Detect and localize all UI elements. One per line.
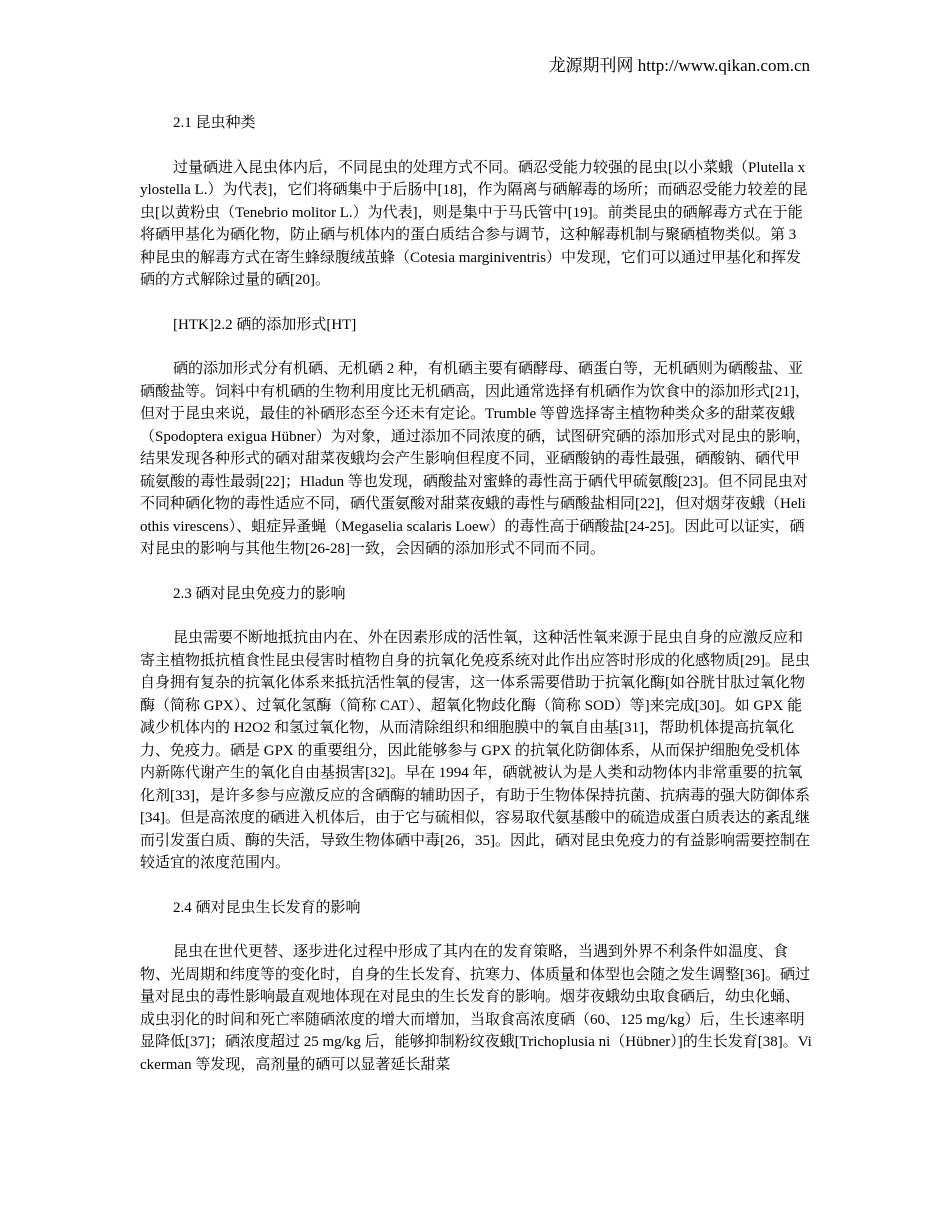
section-2-4	[140, 897, 812, 1077]
section-heading: 2.3 硒对昆虫免疫力的影响	[173, 585, 346, 602]
article-body	[140, 112, 812, 1076]
section-paragraph: 硒的添加形式分有机硒、无机硒 2 种，有机硒主要有硒酵母、硒蛋白等，无机硒则为硒酸盐、亚硒酸盐等。饲料中有机硒的生物利用度比无机硒高，因此通常选择有机硒作为饮食中的添加形式[21]，但对于昆虫来说，最佳的补硒形态至今还未有定论。Trumble 等曾选择寄主植物种类众多的甜菜夜蛾（Spodoptera exigua Hübner）为对象，通过添加不同浓度的硒，试图研究硒的添加形式对昆虫的影响，结果发现各种形式的硒对甜菜夜蛾均会产生影响但程度不同，亚硒酸钠的毒性最强，硒酸钠、硒代甲硫氨酸的毒性最弱[22]；Hladun 等也发现，硒酸盐对蜜蜂的毒性高于硒代甲硫氨酸[23]。但不同昆虫对不同种硒化物的毒性适应不同，硒代蛋氨酸对甜菜夜蛾的毒性与硒酸盐相同[22]，但对烟芽夜蛾（Heliothis virescens）、蛆症异蚤蝇（Megaselia scalaris Loew）的毒性高于硒酸盐[24-25]。因此可以证实，硒对昆虫的影响与其他生物[26-28]一致，会因硒的添加形式不同而不同。	[140, 361, 811, 557]
section-2-3	[140, 583, 812, 897]
section-heading: 2.1 昆虫种类	[173, 115, 256, 131]
section-paragraph: 昆虫在世代更替、逐步进化过程中形成了其内在的发育策略，当遇到外界不利条件如温度、食物、光周期和纬度等的变化时，自身的生长发育、抗寒力、体质量和体型也会随之发生调整[36]。硒过量对昆虫的毒性影响最直观地体现在对昆虫的生长发育的影响。烟芽夜蛾幼虫取食硒后，幼虫化蛹、成虫羽化的时间和死亡率随硒浓度的增大而增加，当取食高浓度硒（60、125 mg/kg）后，生长速率明显降低[37]；硒浓度超过 25 mg/kg 后，能够抑制粉纹夜蛾[Trichoplusia ni（Hübner）]的生长发育[38]。Vickerman 等发现，高剂量的硒可以显著延长甜菜	[140, 944, 812, 1073]
section-paragraph: 过量硒进入昆虫体内后，不同昆虫的处理方式不同。硒忍受能力较强的昆虫[以小菜蛾（Plutella xylostella L.）为代表]，它们将硒集中于后肠中[18]，作为隔离与硒解毒的场所；而硒忍受能力较差的昆虫[以黄粉虫（Tenebrio molitor L.）为代表]，则是集中于马氏管中[19]。前类昆虫的硒解毒方式在于能将硒甲基化为硒化物，防止硒与机体内的蛋白质结合参与调节，这种解毒机制与聚硒植物类似。第 3 种昆虫的解毒方式在寄生蜂绿腹绒茧蜂（Cotesia marginiventris）中发现，它们可以通过甲基化和挥发硒的方式解除过量的硒[20]。	[140, 159, 808, 288]
section-paragraph: 昆虫需要不断地抵抗由内在、外在因素形成的活性氧，这种活性氧来源于昆虫自身的应激反应和寄主植物抵抗植食性昆虫侵害时植物自身的抗氧化免疫系统对此作出应答时形成的化感物质[29]。昆虫自身拥有复杂的抗氧化体系来抵抗活性氧的侵害，这一体系需要借助于抗氧化酶[如谷胱甘肽过氧化物酶（简称 GPX）、过氧化氢酶（简称 CAT）、超氧化物歧化酶（简称 SOD）等]来完成[30]。如 GPX 能减少机体内的 H2O2 和氢过氧化物，从而清除组织和细胞膜中的氧自由基[31]，帮助机体提高抗氧化力、免疫力。硒是 GPX 的重要组分，因此能够参与 GPX 的抗氧化防御体系，从而保护细胞免受机体内新陈代谢产生的氧化自由基损害[32]。早在 1994 年，硒就被认为是人类和动物体内非常重要的抗氧化剂[33]，是许多参与应激反应的含硒酶的辅助因子，有助于生物体保持抗菌、抗病毒的强大防御体系[34]。但是高浓度的硒进入机体后，由于它与硫相似，容易取代氨基酸中的硫造成蛋白质表达的紊乱继而引发蛋白质、酶的失活，导致生物体硒中毒[26，35]。因此，硒对昆虫免疫力的有益影响需要控制在较适宜的浓度范围内。	[140, 630, 810, 871]
site-header[interactable]: 龙源期刊网 http://www.qikan.com.cn	[548, 56, 810, 75]
section-2-1	[140, 112, 812, 314]
section-heading: [HTK]2.2 硒的添加形式[HT]	[173, 316, 357, 333]
section-heading: 2.4 硒对昆虫生长发育的影响	[173, 899, 361, 916]
section-2-2	[140, 314, 812, 583]
